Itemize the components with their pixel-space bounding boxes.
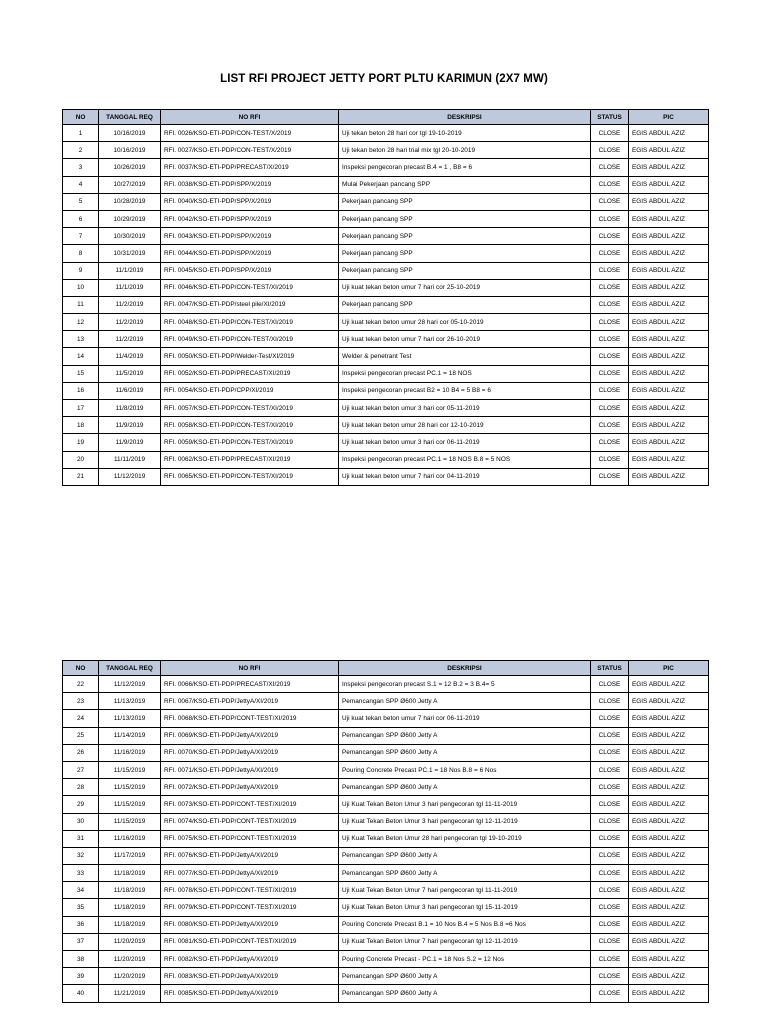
cell-tanggal-req: 11/11/2019: [99, 451, 161, 468]
cell-pic: EGIS ABDUL AZIZ: [629, 468, 709, 485]
table-row: [63, 348, 709, 365]
cell-status: CLOSE: [591, 968, 629, 985]
table-row: [63, 125, 709, 142]
rfi-table-1: [62, 109, 709, 486]
table-row: [63, 933, 709, 950]
col-header-no: NO: [63, 110, 99, 125]
cell-no-rfi: RFI. 0071/KSO-ETI-PDP/JettyA/XI/2019: [161, 761, 339, 778]
table-row: [63, 744, 709, 761]
cell-deskripsi: Inspeksi pengecoran precast B.4 = 1 , B8 = 6: [339, 159, 591, 176]
cell-status: CLOSE: [591, 796, 629, 813]
table-row: [63, 417, 709, 434]
cell-pic: EGIS ABDUL AZIZ: [629, 916, 709, 933]
cell-status: CLOSE: [591, 830, 629, 847]
cell-no-rfi: RFI. 0066/KSO-ETI-PDP/PRECAST/XI/2019: [161, 676, 339, 693]
cell-pic: EGIS ABDUL AZIZ: [629, 710, 709, 727]
table-row: [63, 245, 709, 262]
cell-status: CLOSE: [591, 468, 629, 485]
cell-status: CLOSE: [591, 210, 629, 227]
cell-pic: EGIS ABDUL AZIZ: [629, 245, 709, 262]
cell-pic: EGIS ABDUL AZIZ: [629, 417, 709, 434]
cell-status: CLOSE: [591, 159, 629, 176]
cell-pic: EGIS ABDUL AZIZ: [629, 779, 709, 796]
cell-status: CLOSE: [591, 916, 629, 933]
cell-no: 30: [63, 813, 99, 830]
cell-status: CLOSE: [591, 899, 629, 916]
cell-pic: EGIS ABDUL AZIZ: [629, 985, 709, 1002]
table-row: [63, 779, 709, 796]
cell-tanggal-req: 11/9/2019: [99, 434, 161, 451]
cell-no: 7: [63, 228, 99, 245]
cell-tanggal-req: 11/4/2019: [99, 348, 161, 365]
cell-deskripsi: Pemancangan SPP Ø600 Jetty A: [339, 985, 591, 1002]
cell-pic: EGIS ABDUL AZIZ: [629, 933, 709, 950]
cell-pic: EGIS ABDUL AZIZ: [629, 382, 709, 399]
cell-no: 16: [63, 382, 99, 399]
cell-status: CLOSE: [591, 847, 629, 864]
cell-pic: EGIS ABDUL AZIZ: [629, 882, 709, 899]
table-row: [63, 382, 709, 399]
cell-no: 21: [63, 468, 99, 485]
table-row: [63, 796, 709, 813]
table-row: [63, 951, 709, 968]
cell-no: 39: [63, 968, 99, 985]
cell-no: 36: [63, 916, 99, 933]
document-title: LIST RFI PROJECT JETTY PORT PLTU KARIMUN (2X7 MW): [220, 73, 548, 85]
cell-no-rfi: RFI. 0082/KSO-ETI-PDP/JettyA/XI/2019: [161, 951, 339, 968]
cell-pic: EGIS ABDUL AZIZ: [629, 951, 709, 968]
cell-status: CLOSE: [591, 727, 629, 744]
cell-status: CLOSE: [591, 400, 629, 417]
cell-no-rfi: RFI. 0081/KSO-ETI-PDP/CONT-TEST/XI/2019: [161, 933, 339, 950]
cell-pic: EGIS ABDUL AZIZ: [629, 210, 709, 227]
cell-no: 11: [63, 296, 99, 313]
table-row: [63, 451, 709, 468]
cell-no: 3: [63, 159, 99, 176]
cell-pic: EGIS ABDUL AZIZ: [629, 228, 709, 245]
cell-no: 12: [63, 314, 99, 331]
cell-no: 15: [63, 365, 99, 382]
cell-no-rfi: RFI. 0073/KSO-ETI-PDP/CONT-TEST/XI/2019: [161, 796, 339, 813]
col-header-deskripsi: DESKRIPSI: [339, 661, 591, 676]
cell-tanggal-req: 11/1/2019: [99, 262, 161, 279]
cell-status: CLOSE: [591, 676, 629, 693]
cell-pic: EGIS ABDUL AZIZ: [629, 365, 709, 382]
cell-status: CLOSE: [591, 262, 629, 279]
cell-status: CLOSE: [591, 331, 629, 348]
col-header-pic: PIC: [629, 110, 709, 125]
cell-no-rfi: RFI. 0026/KSO-ETI-PDP/CON-TEST/X/2019: [161, 125, 339, 142]
cell-status: CLOSE: [591, 176, 629, 193]
cell-no-rfi: RFI. 0075/KSO-ETI-PDP/CONT-TEST/XI/2019: [161, 830, 339, 847]
rfi-table-2: [62, 660, 709, 1003]
cell-deskripsi: Pouring Concrete Precast B.1 = 10 Nos B.4 = 5 Nos B.8 =6 Nos: [339, 916, 591, 933]
table-row: [63, 228, 709, 245]
cell-no: 2: [63, 142, 99, 159]
cell-no: 38: [63, 951, 99, 968]
cell-deskripsi: Pekerjaan pancang SPP: [339, 262, 591, 279]
cell-deskripsi: Inspeksi pengecoran precast S.1 = 12 B.2 = 3 B.4= 5: [339, 676, 591, 693]
cell-tanggal-req: 11/12/2019: [99, 468, 161, 485]
cell-no-rfi: RFI. 0043/KSO-ETI-PDP/SPP/X/2019: [161, 228, 339, 245]
cell-pic: EGIS ABDUL AZIZ: [629, 847, 709, 864]
cell-no-rfi: RFI. 0059/KSO-ETI-PDP/CON-TEST/XI/2019: [161, 434, 339, 451]
cell-pic: EGIS ABDUL AZIZ: [629, 314, 709, 331]
cell-pic: EGIS ABDUL AZIZ: [629, 744, 709, 761]
cell-no-rfi: RFI. 0052/KSO-ETI-PDP/PRECAST/XI/2019: [161, 365, 339, 382]
cell-status: CLOSE: [591, 279, 629, 296]
cell-pic: EGIS ABDUL AZIZ: [629, 262, 709, 279]
table-row: [63, 727, 709, 744]
cell-tanggal-req: 11/2/2019: [99, 314, 161, 331]
cell-no: 1: [63, 125, 99, 142]
cell-deskripsi: Pekerjaan pancang SPP: [339, 245, 591, 262]
cell-deskripsi: Pekerjaan pancang SPP: [339, 210, 591, 227]
cell-status: CLOSE: [591, 951, 629, 968]
cell-no: 10: [63, 279, 99, 296]
cell-tanggal-req: 11/13/2019: [99, 693, 161, 710]
cell-tanggal-req: 11/13/2019: [99, 710, 161, 727]
cell-deskripsi: Uji Kuat Tekan Beton Umur 3 hari pengecoran tgl 12-11-2019: [339, 813, 591, 830]
cell-deskripsi: Uji kuat tekan beton umur 28 hari cor 12-10-2019: [339, 417, 591, 434]
cell-no-rfi: RFI. 0048/KSO-ETI-PDP/CON-TEST/XI/2019: [161, 314, 339, 331]
cell-no: 22: [63, 676, 99, 693]
cell-no: 8: [63, 245, 99, 262]
cell-tanggal-req: 10/16/2019: [99, 142, 161, 159]
cell-pic: EGIS ABDUL AZIZ: [629, 796, 709, 813]
cell-no-rfi: RFI. 0045/KSO-ETI-PDP/SPP/X/2019: [161, 262, 339, 279]
cell-pic: EGIS ABDUL AZIZ: [629, 865, 709, 882]
cell-no: 34: [63, 882, 99, 899]
cell-no: 20: [63, 451, 99, 468]
table-row: [63, 676, 709, 693]
cell-no-rfi: RFI. 0054/KSO-ETI-PDP/CPP/XI/2019: [161, 382, 339, 399]
col-header-tanggal-req: TANGGAL REQ: [99, 110, 161, 125]
cell-deskripsi: Pekerjaan pancang SPP: [339, 193, 591, 210]
cell-deskripsi: Pouring Concrete Precast PC.1 = 18 Nos B.8 = 6 Nos: [339, 761, 591, 778]
table-row: [63, 314, 709, 331]
cell-deskripsi: Uji Kuat Tekan Beton Umur 3 hari pengecoran tgl 11-11-2019: [339, 796, 591, 813]
cell-tanggal-req: 11/8/2019: [99, 400, 161, 417]
table-row: [63, 899, 709, 916]
cell-deskripsi: Pekerjaan pancang SPP: [339, 296, 591, 313]
table-row: [63, 193, 709, 210]
cell-deskripsi: Pemancangan SPP Ø600 Jetty A: [339, 727, 591, 744]
cell-no-rfi: RFI. 0080/KSO-ETI-PDP/JettyA/XI/2019: [161, 916, 339, 933]
cell-status: CLOSE: [591, 710, 629, 727]
cell-tanggal-req: 11/12/2019: [99, 676, 161, 693]
cell-deskripsi: Pemancangan SPP Ø600 Jetty A: [339, 693, 591, 710]
cell-tanggal-req: 11/2/2019: [99, 296, 161, 313]
table-row: [63, 693, 709, 710]
cell-pic: EGIS ABDUL AZIZ: [629, 279, 709, 296]
cell-no: 28: [63, 779, 99, 796]
cell-no-rfi: RFI. 0042/KSO-ETI-PDP/SPP/X/2019: [161, 210, 339, 227]
table-row: [63, 434, 709, 451]
cell-no: 29: [63, 796, 99, 813]
cell-status: CLOSE: [591, 193, 629, 210]
cell-deskripsi: Uji kuat tekan beton umur 7 hari cor 26-10-2019: [339, 331, 591, 348]
cell-no-rfi: RFI. 0037/KSO-ETI-PDP/PRECAST/X/2019: [161, 159, 339, 176]
cell-no: 24: [63, 710, 99, 727]
cell-tanggal-req: 11/17/2019: [99, 847, 161, 864]
cell-status: CLOSE: [591, 882, 629, 899]
cell-status: CLOSE: [591, 348, 629, 365]
cell-no: 35: [63, 899, 99, 916]
cell-tanggal-req: 11/2/2019: [99, 331, 161, 348]
table-row: [63, 813, 709, 830]
cell-pic: EGIS ABDUL AZIZ: [629, 761, 709, 778]
cell-no-rfi: RFI. 0040/KSO-ETI-PDP/SPP/X/2019: [161, 193, 339, 210]
cell-deskripsi: Mulai Pekerjaan pancang SPP: [339, 176, 591, 193]
cell-no-rfi: RFI. 0085/KSO-ETI-PDP/JettyA/XI/2019: [161, 985, 339, 1002]
cell-status: CLOSE: [591, 434, 629, 451]
cell-deskripsi: Uji kuat tekan beton umur 28 hari cor 05-10-2019: [339, 314, 591, 331]
cell-status: CLOSE: [591, 228, 629, 245]
cell-tanggal-req: 10/27/2019: [99, 176, 161, 193]
cell-pic: EGIS ABDUL AZIZ: [629, 142, 709, 159]
cell-tanggal-req: 10/31/2019: [99, 245, 161, 262]
cell-tanggal-req: 11/16/2019: [99, 744, 161, 761]
cell-status: CLOSE: [591, 314, 629, 331]
cell-deskripsi: Uji kuat tekan beton umur 7 hari cor 06-11-2019: [339, 710, 591, 727]
table-row: [63, 331, 709, 348]
cell-pic: EGIS ABDUL AZIZ: [629, 968, 709, 985]
cell-pic: EGIS ABDUL AZIZ: [629, 125, 709, 142]
table-row: [63, 882, 709, 899]
table-row: [63, 365, 709, 382]
cell-no-rfi: RFI. 0077/KSO-ETI-PDP/JettyA/XI/2019: [161, 865, 339, 882]
cell-deskripsi: Pouring Concrete Precast - PC.1 = 18 Nos S.2 = 12 Nos: [339, 951, 591, 968]
col-header-pic: PIC: [629, 661, 709, 676]
cell-pic: EGIS ABDUL AZIZ: [629, 676, 709, 693]
cell-pic: EGIS ABDUL AZIZ: [629, 693, 709, 710]
cell-status: CLOSE: [591, 744, 629, 761]
cell-no: 26: [63, 744, 99, 761]
cell-tanggal-req: 11/18/2019: [99, 882, 161, 899]
cell-tanggal-req: 11/16/2019: [99, 830, 161, 847]
cell-status: CLOSE: [591, 417, 629, 434]
cell-tanggal-req: 11/6/2019: [99, 382, 161, 399]
cell-no: 25: [63, 727, 99, 744]
col-header-status: STATUS: [591, 110, 629, 125]
cell-deskripsi: Uji kuat tekan beton umur 3 hari cor 06-11-2019: [339, 434, 591, 451]
cell-deskripsi: Pemancangan SPP Ø600 Jetty A: [339, 779, 591, 796]
cell-no-rfi: RFI. 0083/KSO-ETI-PDP/JettyA/XI/2019: [161, 968, 339, 985]
cell-tanggal-req: 11/18/2019: [99, 899, 161, 916]
cell-deskripsi: Uji kuat tekan beton umur 7 hari cor 25-10-2019: [339, 279, 591, 296]
cell-no: 33: [63, 865, 99, 882]
cell-no-rfi: RFI. 0067/KSO-ETI-PDP/JettyA/XI/2019: [161, 693, 339, 710]
cell-pic: EGIS ABDUL AZIZ: [629, 813, 709, 830]
col-header-no-rfi: NO RFI: [161, 661, 339, 676]
cell-status: CLOSE: [591, 761, 629, 778]
cell-pic: EGIS ABDUL AZIZ: [629, 193, 709, 210]
cell-deskripsi: Pemancangan SPP Ø600 Jetty A: [339, 968, 591, 985]
cell-deskripsi: Inspeksi pengecoran precast B2 = 10 B4 = 5 B8 = 6: [339, 382, 591, 399]
table-row: [63, 830, 709, 847]
cell-pic: EGIS ABDUL AZIZ: [629, 348, 709, 365]
cell-no-rfi: RFI. 0050/KSO-ETI-PDP/Welder-Test/XI/2019: [161, 348, 339, 365]
cell-tanggal-req: 11/5/2019: [99, 365, 161, 382]
cell-tanggal-req: 10/30/2019: [99, 228, 161, 245]
cell-no-rfi: RFI. 0044/KSO-ETI-PDP/SPP/X/2019: [161, 245, 339, 262]
cell-no-rfi: RFI. 0069/KSO-ETI-PDP/JettyA/XI/2019: [161, 727, 339, 744]
cell-status: CLOSE: [591, 382, 629, 399]
table-row: [63, 159, 709, 176]
cell-no-rfi: RFI. 0065/KSO-ETI-PDP/CON-TEST/XI/2019: [161, 468, 339, 485]
cell-no-rfi: RFI. 0074/KSO-ETI-PDP/CONT-TEST/XI/2019: [161, 813, 339, 830]
table-row: [63, 710, 709, 727]
cell-tanggal-req: 10/16/2019: [99, 125, 161, 142]
col-header-status: STATUS: [591, 661, 629, 676]
cell-deskripsi: Inspeksi pengecoran precast PC.1 = 18 NOS B.8 = 5 NOS: [339, 451, 591, 468]
table-row: [63, 176, 709, 193]
table-row: [63, 847, 709, 864]
cell-status: CLOSE: [591, 865, 629, 882]
cell-deskripsi: Uji Kuat Tekan Beton Umur 28 hari pengecoran tgl 19-10-2019: [339, 830, 591, 847]
table-row: [63, 279, 709, 296]
cell-tanggal-req: 11/18/2019: [99, 865, 161, 882]
table-row: [63, 296, 709, 313]
cell-no-rfi: RFI. 0027/KSO-ETI-PDP/CON-TEST/X/2019: [161, 142, 339, 159]
table-row: [63, 916, 709, 933]
cell-pic: EGIS ABDUL AZIZ: [629, 331, 709, 348]
table-row: [63, 985, 709, 1002]
cell-tanggal-req: 11/20/2019: [99, 933, 161, 950]
cell-no: 18: [63, 417, 99, 434]
cell-no-rfi: RFI. 0046/KSO-ETI-PDP/CON-TEST/XI/2019: [161, 279, 339, 296]
cell-no-rfi: RFI. 0079/KSO-ETI-PDP/CONT-TEST/XI/2019: [161, 899, 339, 916]
cell-no: 14: [63, 348, 99, 365]
cell-status: CLOSE: [591, 125, 629, 142]
col-header-no: NO: [63, 661, 99, 676]
cell-no-rfi: RFI. 0076/KSO-ETI-PDP/JettyA/XI/2019: [161, 847, 339, 864]
cell-pic: EGIS ABDUL AZIZ: [629, 296, 709, 313]
cell-deskripsi: Uji Kuat Tekan Beton Umur 7 hari pengecoran tgl 11-11-2019: [339, 882, 591, 899]
table-row: [63, 865, 709, 882]
cell-no: 31: [63, 830, 99, 847]
cell-pic: EGIS ABDUL AZIZ: [629, 727, 709, 744]
cell-deskripsi: Uji Kuat Tekan Beton Umur 7 hari pengecoran tgl 12-11-2019: [339, 933, 591, 950]
cell-status: CLOSE: [591, 779, 629, 796]
cell-no: 19: [63, 434, 99, 451]
cell-no-rfi: RFI. 0057/KSO-ETI-PDP/CON-TEST/XI/2019: [161, 400, 339, 417]
cell-deskripsi: Uji kuat tekan beton umur 7 hari cor 04-11-2019: [339, 468, 591, 485]
col-header-deskripsi: DESKRIPSI: [339, 110, 591, 125]
col-header-no-rfi: NO RFI: [161, 110, 339, 125]
cell-status: CLOSE: [591, 142, 629, 159]
cell-status: CLOSE: [591, 693, 629, 710]
cell-no: 6: [63, 210, 99, 227]
cell-deskripsi: Uji kuat tekan beton umur 3 hari cor 05-11-2019: [339, 400, 591, 417]
cell-tanggal-req: 11/9/2019: [99, 417, 161, 434]
cell-no-rfi: RFI. 0070/KSO-ETI-PDP/JettyA/XI/2019: [161, 744, 339, 761]
cell-pic: EGIS ABDUL AZIZ: [629, 899, 709, 916]
cell-status: CLOSE: [591, 296, 629, 313]
cell-tanggal-req: 11/15/2019: [99, 779, 161, 796]
cell-status: CLOSE: [591, 933, 629, 950]
cell-pic: EGIS ABDUL AZIZ: [629, 400, 709, 417]
cell-status: CLOSE: [591, 245, 629, 262]
table-header-row: [63, 661, 709, 676]
cell-no: 32: [63, 847, 99, 864]
cell-tanggal-req: 11/14/2019: [99, 727, 161, 744]
cell-status: CLOSE: [591, 985, 629, 1002]
cell-pic: EGIS ABDUL AZIZ: [629, 434, 709, 451]
cell-no-rfi: RFI. 0058/KSO-ETI-PDP/CON-TEST/XI/2019: [161, 417, 339, 434]
cell-tanggal-req: 11/1/2019: [99, 279, 161, 296]
cell-deskripsi: Uji Kuat Tekan Beton Umur 3 hari pengecoran tgl 15-11-2019: [339, 899, 591, 916]
cell-no: 27: [63, 761, 99, 778]
cell-no-rfi: RFI. 0062/KSO-ETI-PDP/PRECAST/XI/2019: [161, 451, 339, 468]
cell-tanggal-req: 11/15/2019: [99, 796, 161, 813]
cell-no-rfi: RFI. 0038/KSO-ETI-PDP/SPP/X/2019: [161, 176, 339, 193]
table-row: [63, 142, 709, 159]
cell-status: CLOSE: [591, 451, 629, 468]
cell-deskripsi: Uji tekan beton 28 hari trial mix tgl 20-10-2019: [339, 142, 591, 159]
table-row: [63, 968, 709, 985]
cell-tanggal-req: 10/29/2019: [99, 210, 161, 227]
cell-no-rfi: RFI. 0047/KSO-ETI-PDP/steel pile/XI/2019: [161, 296, 339, 313]
cell-tanggal-req: 11/15/2019: [99, 761, 161, 778]
cell-pic: EGIS ABDUL AZIZ: [629, 159, 709, 176]
cell-deskripsi: Pekerjaan pancang SPP: [339, 228, 591, 245]
cell-no: 9: [63, 262, 99, 279]
cell-no: 17: [63, 400, 99, 417]
cell-pic: EGIS ABDUL AZIZ: [629, 830, 709, 847]
cell-no: 23: [63, 693, 99, 710]
cell-tanggal-req: 11/18/2019: [99, 916, 161, 933]
cell-no: 4: [63, 176, 99, 193]
table-row: [63, 262, 709, 279]
cell-pic: EGIS ABDUL AZIZ: [629, 451, 709, 468]
cell-no-rfi: RFI. 0049/KSO-ETI-PDP/CON-TEST/XI/2019: [161, 331, 339, 348]
cell-tanggal-req: 10/28/2019: [99, 193, 161, 210]
table-row: [63, 400, 709, 417]
cell-deskripsi: Pemancangan SPP Ø600 Jetty A: [339, 865, 591, 882]
cell-pic: EGIS ABDUL AZIZ: [629, 176, 709, 193]
cell-status: CLOSE: [591, 365, 629, 382]
col-header-tanggal-req: TANGGAL REQ: [99, 661, 161, 676]
cell-no: 13: [63, 331, 99, 348]
cell-tanggal-req: 10/26/2019: [99, 159, 161, 176]
cell-tanggal-req: 11/20/2019: [99, 951, 161, 968]
cell-tanggal-req: 11/21/2019: [99, 985, 161, 1002]
cell-no-rfi: RFI. 0078/KSO-ETI-PDP/CONT-TEST/XI/2019: [161, 882, 339, 899]
cell-deskripsi: Inspeksi pengecoran precast PC.1 = 18 NOS: [339, 365, 591, 382]
table-row: [63, 468, 709, 485]
cell-deskripsi: Welder & penetrant Test: [339, 348, 591, 365]
table-row: [63, 210, 709, 227]
cell-no: 40: [63, 985, 99, 1002]
table-row: [63, 761, 709, 778]
cell-deskripsi: Pemancangan SPP Ø600 Jetty A: [339, 744, 591, 761]
cell-no-rfi: RFI. 0072/KSO-ETI-PDP/JettyA/XI/2019: [161, 779, 339, 796]
cell-tanggal-req: 11/20/2019: [99, 968, 161, 985]
cell-deskripsi: Pemancangan SPP Ø600 Jetty A: [339, 847, 591, 864]
cell-tanggal-req: 11/15/2019: [99, 813, 161, 830]
table-header-row: [63, 110, 709, 125]
cell-no: 5: [63, 193, 99, 210]
cell-no: 37: [63, 933, 99, 950]
cell-no-rfi: RFI. 0068/KSO-ETI-PDP/CONT-TEST/XI/2019: [161, 710, 339, 727]
cell-status: CLOSE: [591, 813, 629, 830]
cell-deskripsi: Uji tekan beton 28 hari cor tgl 19-10-2019: [339, 125, 591, 142]
